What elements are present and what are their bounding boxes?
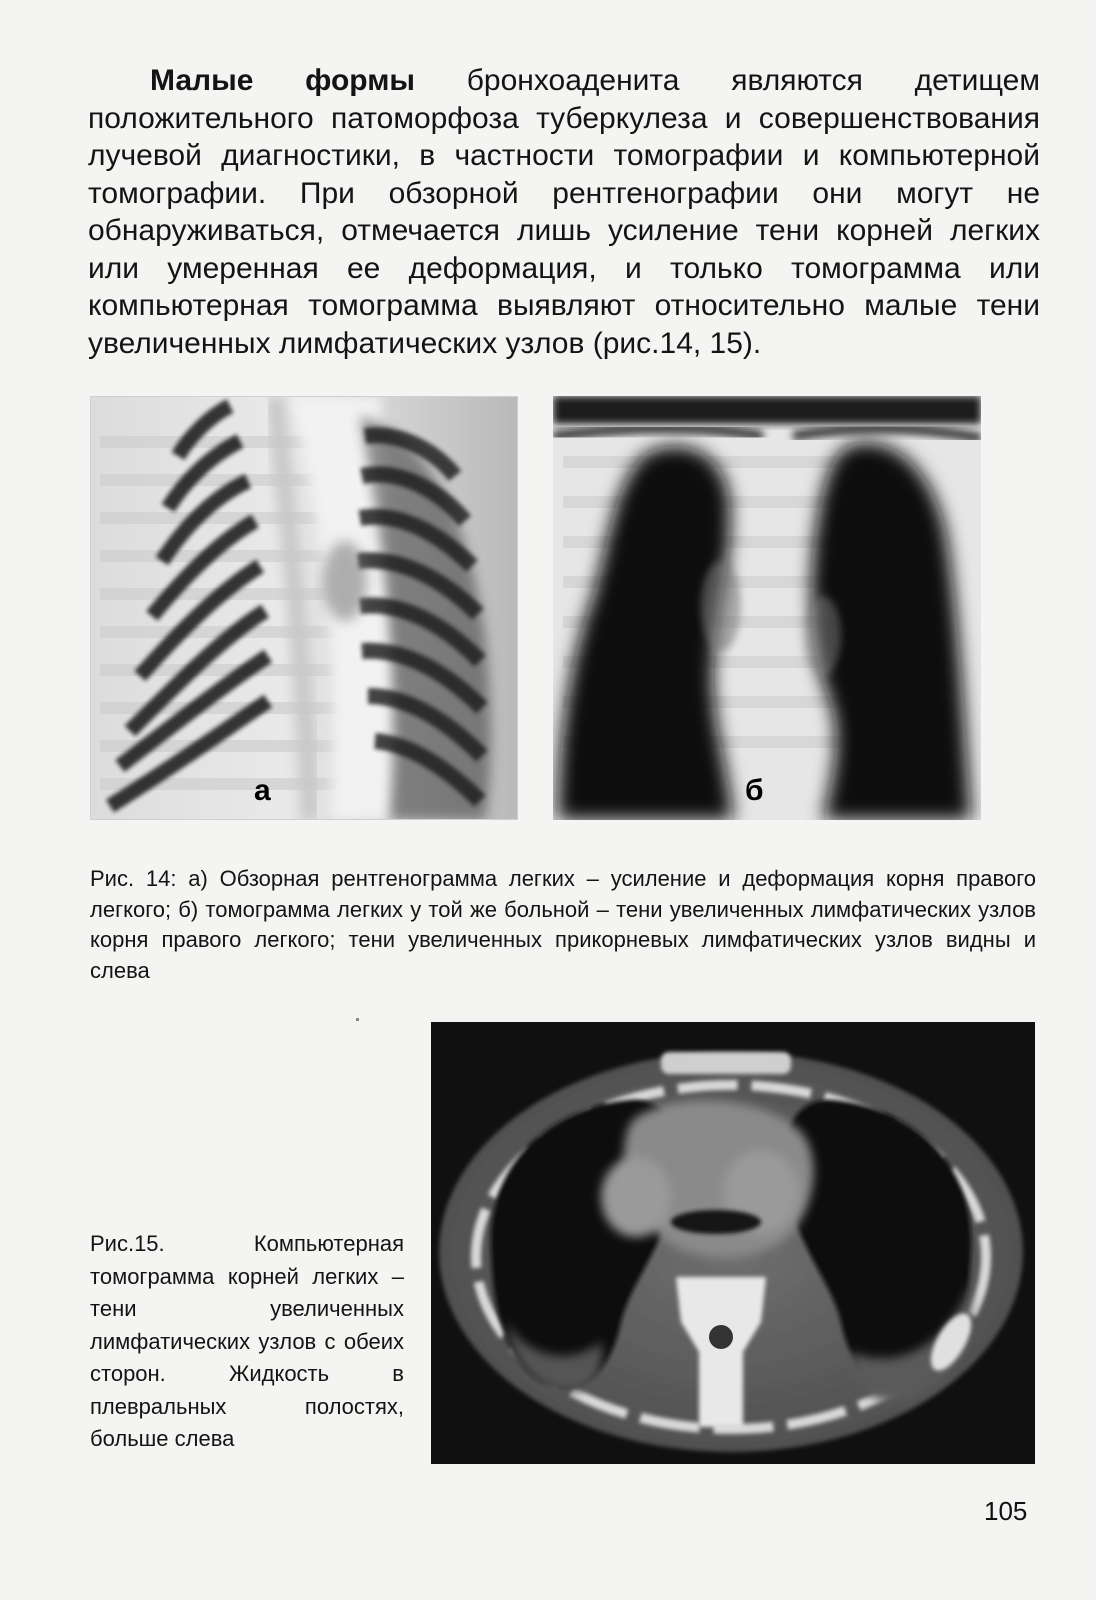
xray-image-b xyxy=(553,396,981,820)
figure-label-a: а xyxy=(254,774,271,807)
xray-image-a xyxy=(90,396,518,820)
figure-label-b: б xyxy=(745,774,764,807)
body-lead-bold: Малые формы xyxy=(150,64,416,97)
page-number: 105 xyxy=(984,1496,1028,1526)
figure15-caption: Рис.15. Компьютерная томограмма корней легких – тени увеличенных лимфатических узлов с обеих сторон. Жидкость в плевральных полостях, больше слева xyxy=(90,1231,404,1451)
ct-scan-image xyxy=(431,1022,1035,1464)
scan-speck xyxy=(356,1018,359,1021)
figure14-caption: Рис. 14: а) Обзорная рентгенограмма легких – усиление и деформация корня правого легкого; б) томограмма легких у той же больной – тени увеличенных лимфатических узлов корня правого легкого; тени увеличенных прикорневых лимфатических узлов видны и слева xyxy=(90,866,1036,983)
body-paragraph xyxy=(88,62,1040,362)
body-text: бронхоаденита являются детищем положительного патоморфоза туберкулеза и совершенствования лучевой диагностики, в частности томографии и компьютерной томографии. При обзорной рентгенографии они могут не обнаруживаться, отмечается лишь усиление тени корней легких или умеренная ее деформация, и только томограмма или компьютерная томограмма выявляют относительно малые тени увеличенных лимфатических узлов (рис.14, 15). xyxy=(88,64,1040,360)
